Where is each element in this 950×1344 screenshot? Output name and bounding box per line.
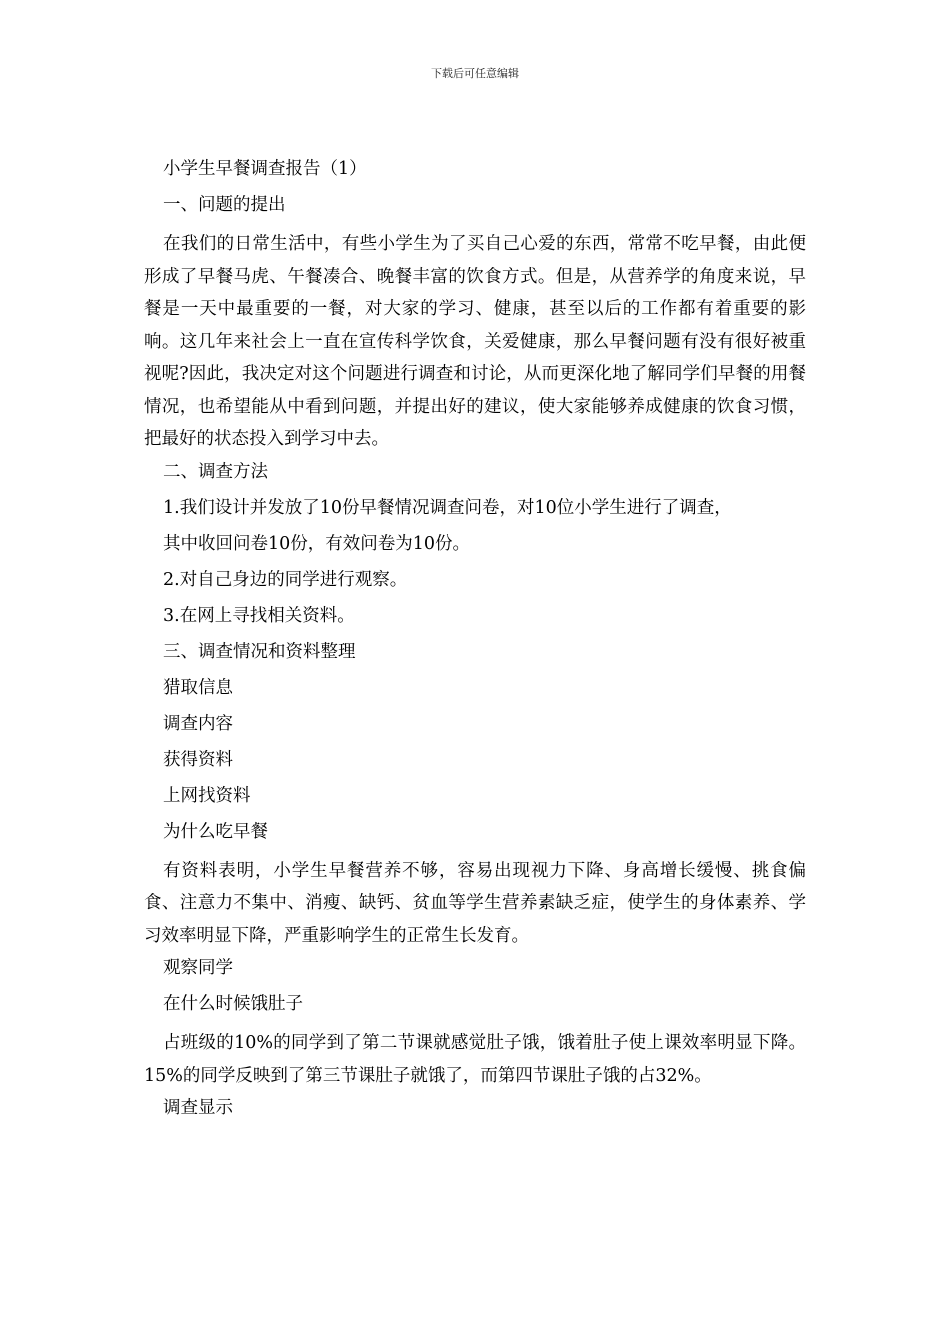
method-1-line-2: 其中收回问卷10份，有效问卷为10份。	[163, 533, 471, 554]
header-note: 下载后可任意编辑	[431, 67, 519, 80]
label-online: 上网找资料	[163, 785, 251, 806]
label-why-breakfast: 为什么吃早餐	[163, 821, 268, 842]
document-body	[144, 156, 806, 1131]
section-heading-method: 二、调查方法	[163, 461, 268, 482]
label-observe: 观察同学	[163, 958, 233, 978]
section-heading-problem: 一、问题的提出	[163, 195, 286, 215]
method-2: 2.对自己身边的同学进行观察。	[163, 569, 408, 590]
method-1-line-1: 1.我们设计并发放了10份早餐情况调查问卷，对10位小学生进行了调查，	[163, 497, 732, 518]
method-3: 3.在网上寻找相关资料。	[163, 605, 355, 626]
why-paragraph: 有资料表明，小学生早餐营养不够，容易出现视力下降、身高增长缓慢、挑食偏食、注意力不集中、消瘦、缺钙、贫血等学生营养素缺乏症，使学生的身体素养、学习效率明显下降，严重影响学生的正常生长发育。	[144, 860, 806, 946]
label-survey-shows: 调查显示	[163, 1098, 233, 1118]
problem-paragraph: 在我们的日常生活中，有些小学生为了买自己心爱的东西，常常不吃早餐，由此便形成了早餐马虎、午餐凑合、晚餐丰富的饮食方式。但是，从营养学的角度来说，早餐是一天中最重要的一餐，对大家的学习、健康，甚至以后的工作都有着重要的影响。这几年来社会上一直在宣传科学饮食，关爱健康，那么早餐问题有没有很好被重视呢?因此，我决定对这个问题进行调查和讨论，从而更深化地了解同学们早餐的用餐情况，也希望能从中看到问题，并提出好的建议，使大家能够养成健康的饮食习惯，把最好的状态投入到学习中去。	[144, 234, 806, 449]
document-title: 小学生早餐调查报告（1）	[163, 159, 367, 179]
when-paragraph: 占班级的10%的同学到了第二节课就感觉肚子饿，饿着肚子使上课效率明显下降。15%的同学反映到了第三节课肚子就饿了，而第四节课肚子饿的占32%。	[144, 1033, 806, 1086]
label-obtain: 获得资料	[163, 749, 233, 770]
section-heading-findings: 三、调查情况和资料整理	[163, 641, 356, 662]
label-when-hungry: 在什么时候饿肚子	[163, 994, 303, 1014]
label-info: 猎取信息	[163, 677, 233, 698]
label-content: 调查内容	[163, 713, 233, 734]
